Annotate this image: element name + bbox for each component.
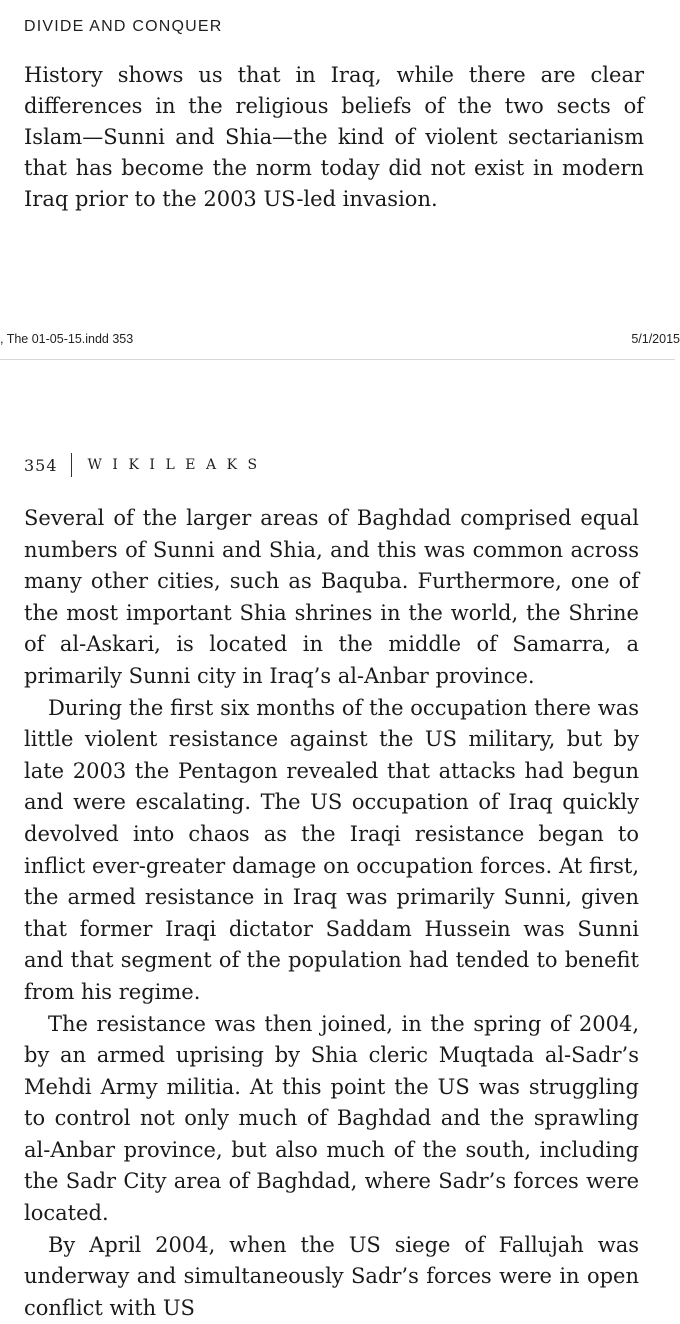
body-paragraph-1: Several of the larger areas of Baghdad comprised equal numbers of Sunni and Shia, and this was common across many other cities, such as Baquba. Furthermore, one of the most important Shia shrines in the world, the Shrine of al-Askari, is located in the middle of Samarra, a primarily Sunni city in Iraq’s al-Anbar province. [24,506,639,688]
slug-date: 5/1/2015 [631,332,680,346]
slug-filename: , The 01-05-15.indd 353 [0,332,134,346]
body-paragraph-2: During the first six months of the occupation there was little violent resistance against the US military, but by late 2003 the Pentagon revealed that attacks had begun and were escalating. The US occupation of Iraq quickly devolved into chaos as the Iraqi resistance began to inflict ever-greater damage on occupation forces. At first, the armed resistance in Iraq was primarily Sunni, given that former Iraqi dictator Saddam Hussein was Sunni and that segment of the population had tended to benefit from his regime. [24,695,639,1004]
print-slug [0,332,680,352]
body-text [24,503,639,1324]
running-head-top: DIVIDE AND CONQUER [24,18,223,35]
body-paragraph-3: The resistance was then joined, in the spring of 2004, by an armed uprising by Shia cleric Muqtada al-Sadr’s Mehdi Army militia. At this point the US was struggling to control not only much of Baghdad and the sprawling al-Anbar province, but also much of the south, including the Sadr City area of Baghdad, where Sadr’s forces were located. [24,1011,639,1226]
page-number: 354 [24,455,58,475]
top-paragraph: History shows us that in Iraq, while there are clear differences in the religious beliefs of the two sects of Islam—Sunni and Shia—the kind of violent sectarianism that has become the norm today did not exist in modern Iraq prior to the 2003 US-led invasion. [24,63,644,211]
running-head-bottom [24,452,268,478]
running-head-rule [71,453,72,477]
page-divider [0,359,675,360]
running-head-title: WIKILEAKS [87,457,268,473]
body-paragraph-4: By April 2004, when the US siege of Fallujah was underway and simultaneously Sadr’s forces were in open conflict with US [24,1232,639,1320]
